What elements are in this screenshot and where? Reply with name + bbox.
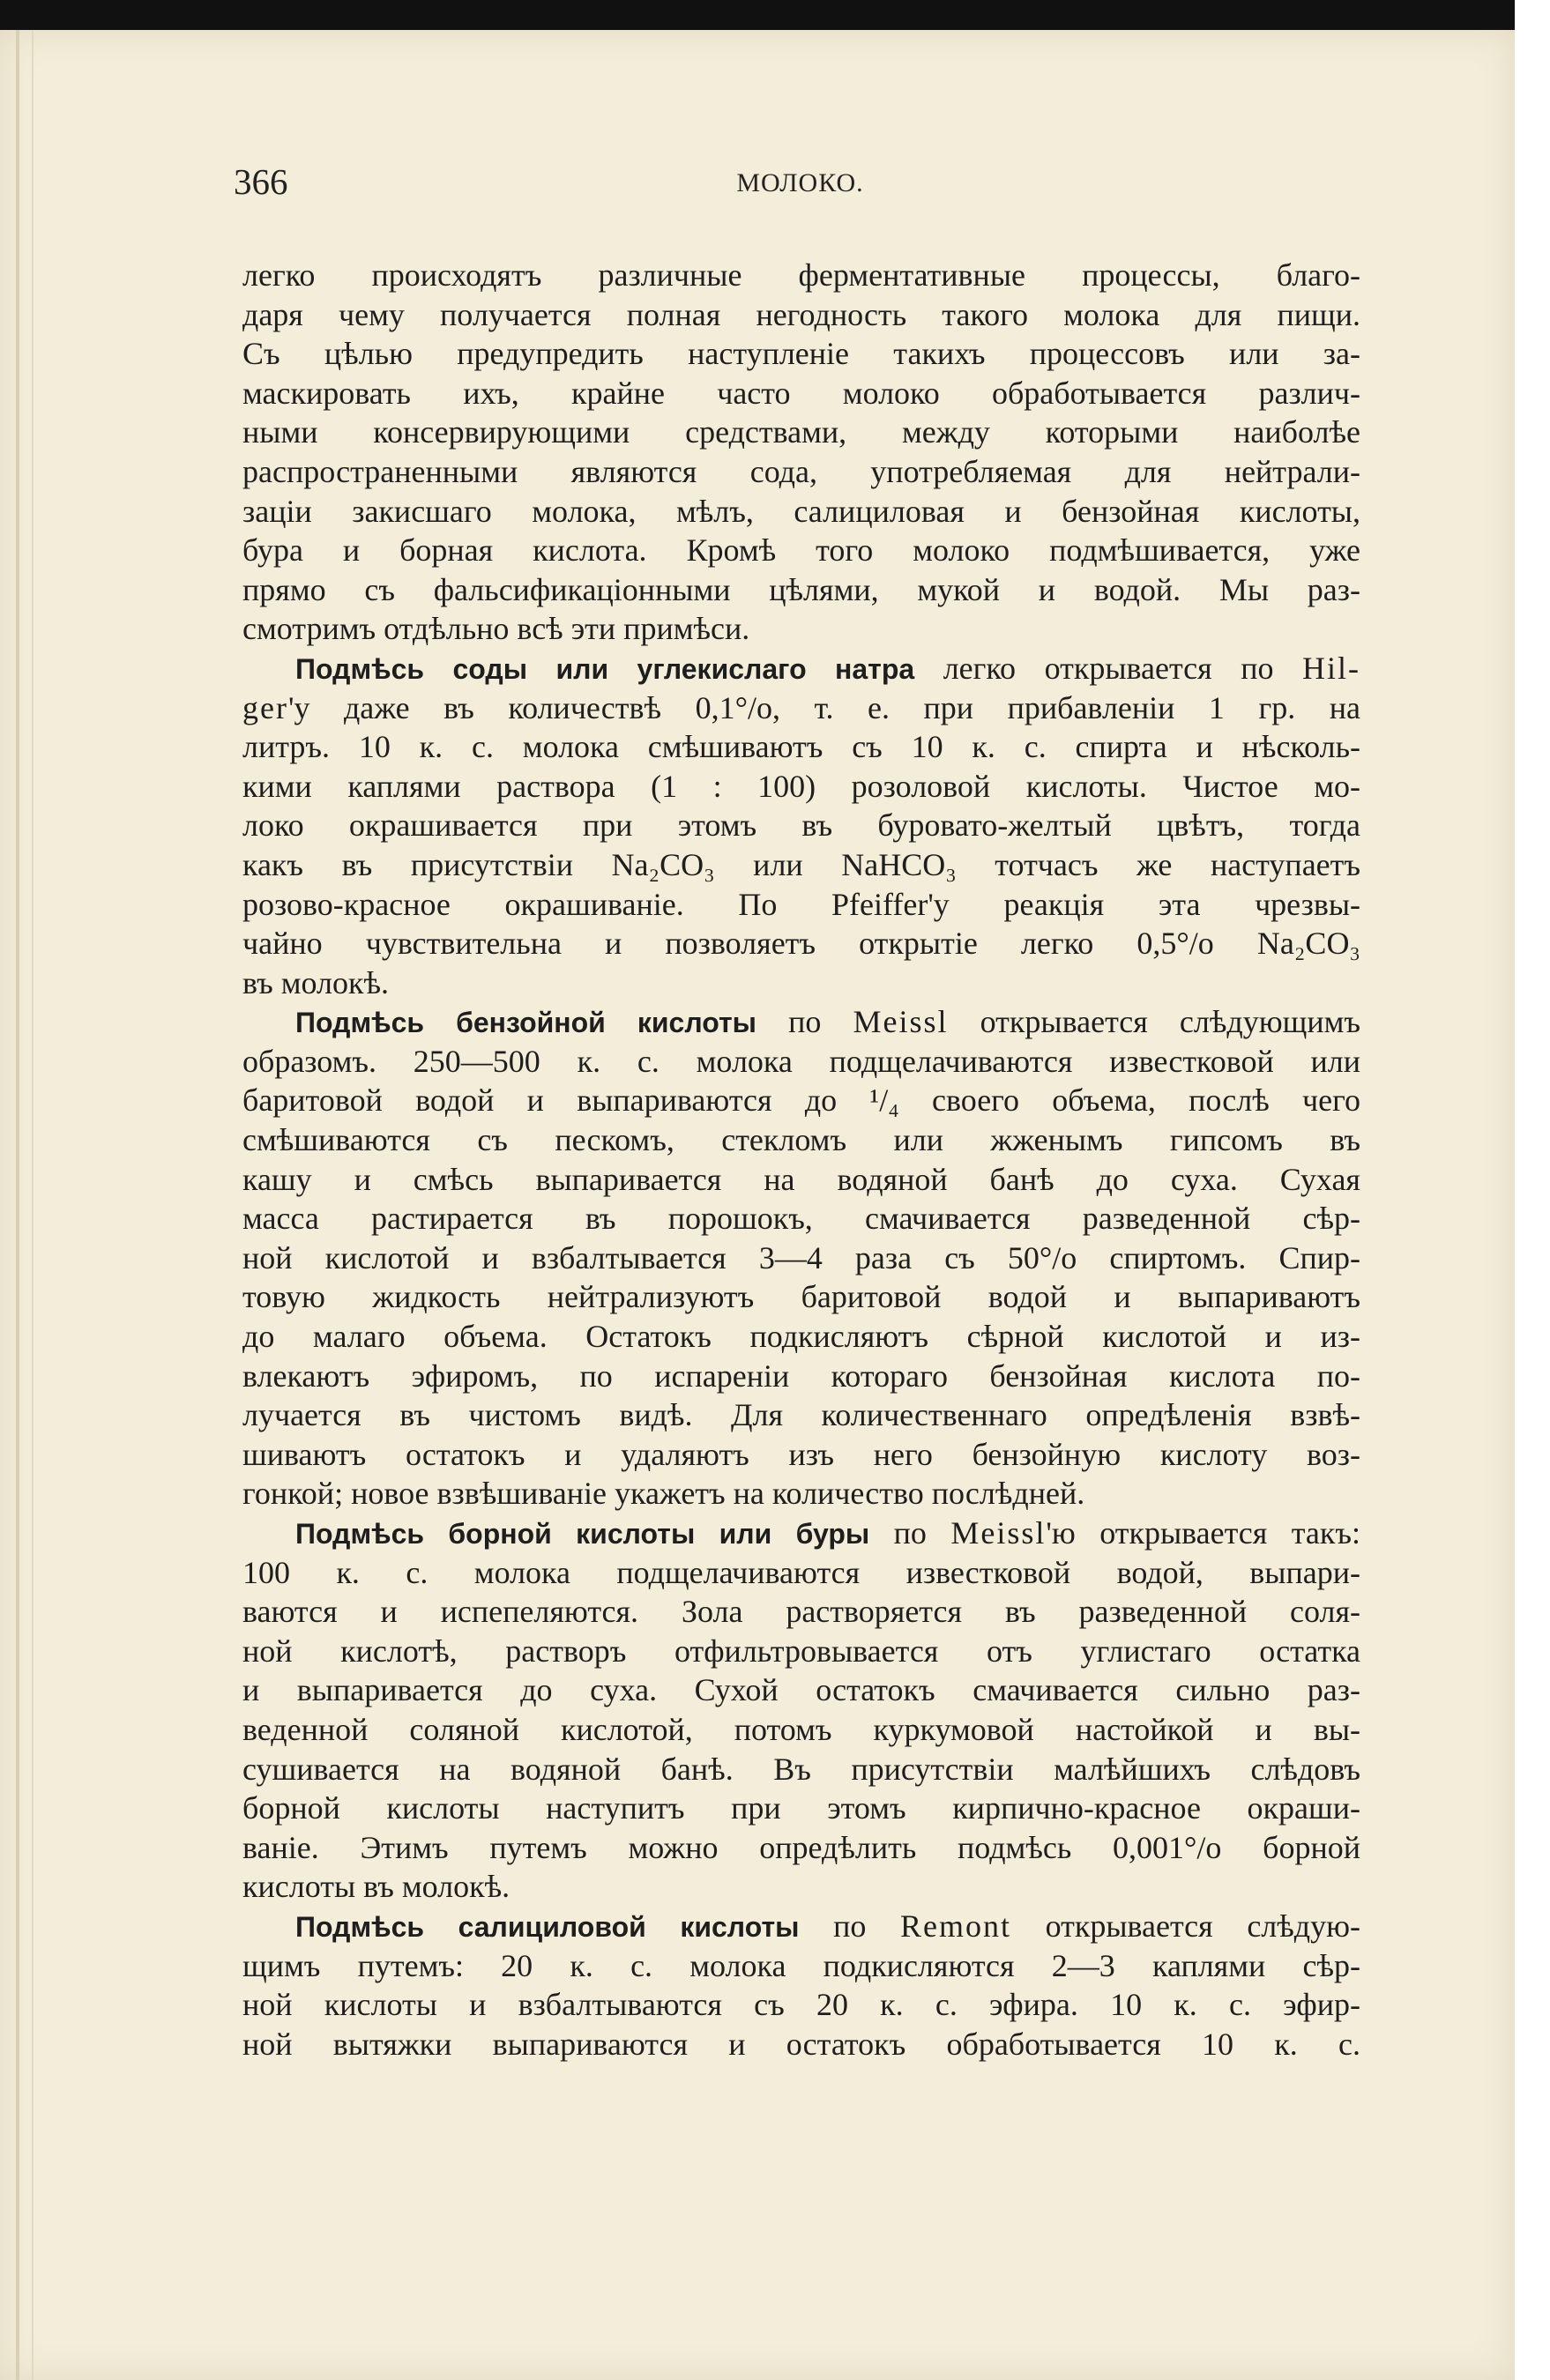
text-line: маскировать ихъ, крайне часто молоко обработывается различ-: [242, 375, 1360, 411]
section-heading: Подмѣсь салициловой кислоты: [295, 1910, 800, 1943]
text-line: веденной соляной кислотой, потомъ куркумовой настойкой и вы-: [242, 1711, 1360, 1747]
section-heading: Подмѣсь бензойной кислоты: [295, 1007, 756, 1039]
text-line: въ молокѣ.: [242, 964, 390, 1000]
text-line: ваются и испепеляются. Зола растворяется въ разведенной соля-: [242, 1594, 1360, 1630]
text-line: розово-красное окрашиваніе. По Pfeiffer'у реакція эта чрезвы-: [242, 886, 1360, 922]
text-line: ной вытяжки выпариваются и остатокъ обработывается 10 к. с.: [242, 2026, 1360, 2062]
text-run: по: [799, 1908, 900, 1944]
text-line: и выпаривается до суха. Сухой остатокъ смачивается сильно раз-: [242, 1672, 1360, 1708]
text-line: смотримъ отдѣльно всѣ эти примѣси.: [242, 611, 750, 647]
text-line: ной кислотѣ, растворъ отфильтровывается отъ углистаго остатка: [242, 1633, 1360, 1669]
text-run: легко открывается по: [914, 650, 1303, 686]
text-line: ваніе. Этимъ путемъ можно опредѣлить подмѣсь 0,001°/о борной: [242, 1829, 1360, 1865]
author-name: ger: [242, 689, 288, 725]
text-line: товую жидкость нейтрализуютъ баритовой водой и выпариваютъ: [242, 1279, 1360, 1315]
text-line: ной кислотой и взбалтывается 3—4 раза съ 50°/о спиртомъ. Спир-: [242, 1239, 1360, 1276]
page-header: [234, 160, 1367, 213]
text-line: щимъ путемъ: 20 к. с. молока подкисляются 2—3 каплями сѣр-: [242, 1947, 1360, 1983]
text-run: 'у даже въ количествѣ 0,1°/о, т. е. при прибавленіи 1 гр. на: [287, 689, 1360, 725]
text-line: распространенными являются сода, употребляемая для нейтрали-: [242, 453, 1360, 489]
text-line: смѣшиваются съ пескомъ, стекломъ или жженымъ гипсомъ въ: [242, 1122, 1360, 1158]
text-line: образомъ. 250—500 к. с. молока подщелачиваются известковой или: [242, 1043, 1360, 1079]
text-line: [242, 1514, 1360, 1553]
text-line: заціи закисшаго молока, мѣлъ, салициловая и бензойная кислоты,: [242, 493, 1360, 529]
text-line: локо окрашивается при этомъ въ буровато-желтый цвѣтъ, тогда: [242, 807, 1360, 844]
text-line: прямо съ фальсификаціонными цѣлями, мукой и водой. Мы раз-: [242, 571, 1360, 607]
text-line: [242, 688, 1360, 728]
text-line: бура и борная кислота. Кромѣ того молоко подмѣшивается, уже: [242, 532, 1360, 569]
text-line: [242, 649, 1360, 688]
text-line: даря чему получается полная негодность такого молока для пищи.: [242, 296, 1360, 332]
author-name: Meissl: [950, 1515, 1047, 1551]
text-line: легко происходятъ различные ферментативные процессы, благо-: [242, 257, 1360, 293]
text-run: по: [869, 1515, 951, 1551]
section-heading: Подмѣсь соды или углекислаго натра: [295, 652, 915, 685]
text-line: шиваютъ остатокъ и удаляютъ изъ него бензойную кислоту воз-: [242, 1436, 1360, 1472]
text-line: влекаютъ эфиромъ, по испареніи котораго бензойная кислота по-: [242, 1357, 1360, 1394]
text-run: 'ю открывается такъ:: [1046, 1515, 1360, 1551]
text-line: [242, 1907, 1360, 1946]
text-line: кими каплями раствора (1 : 100) розоловой кислоты. Чистое мо-: [242, 768, 1360, 804]
body-text: [242, 256, 1360, 2064]
text-line: до малаго объема. Остатокъ подкисляютъ сѣрной кислотой и из-: [242, 1319, 1360, 1355]
scan-right-margin: [1515, 0, 1550, 2380]
text-line: кашу и смѣсь выпаривается на водяной банѣ до суха. Сухая: [242, 1161, 1360, 1197]
text-line: баритовой водой и выпариваются до ¹/₄ своего объема, послѣ чего: [242, 1082, 1360, 1119]
text-line: чайно чувствительна и позволяетъ открытіе легко 0,5°/о Na₂CO₃: [242, 926, 1360, 962]
page-edge-shadow: [16, 30, 19, 2380]
text-line: [242, 1002, 1360, 1042]
text-line: ными консервирующими средствами, между которыми наиболѣе: [242, 414, 1360, 450]
author-name: Meissl: [853, 1004, 949, 1040]
page-edge-line: [32, 30, 34, 2380]
text-line: ной кислоты и взбалтываются съ 20 к. с. эфира. 10 к. с. эфир-: [242, 1987, 1360, 2023]
text-run: по: [756, 1004, 853, 1040]
text-run: открывается слѣдую-: [1010, 1908, 1360, 1944]
text-line: кислоты въ молокѣ.: [242, 1869, 510, 1905]
author-name: Hil-: [1302, 650, 1360, 686]
text-line: сушивается на водяной банѣ. Въ присутствіи малѣйшихъ слѣдовъ: [242, 1751, 1360, 1787]
page-number: 366: [234, 161, 288, 202]
text-line: масса растирается въ порошокъ, смачивается разведенной сѣр-: [242, 1201, 1360, 1237]
text-line: лучается въ чистомъ видѣ. Для количественнаго опредѣленія взвѣ-: [242, 1397, 1360, 1433]
text-run: открывается слѣдующимъ: [948, 1004, 1360, 1040]
text-line: какъ въ присутствіи Na₂CO₃ или NaHCO₃ тотчасъ же наступаетъ: [242, 846, 1360, 882]
text-line: литръ. 10 к. с. молока смѣшиваютъ съ 10 к. с. спирта и нѣсколь-: [242, 729, 1360, 765]
author-name: Remont: [899, 1908, 1011, 1944]
section-heading: Подмѣсь борной кислоты или буры: [295, 1518, 870, 1550]
text-line: 100 к. с. молока подщелачиваются известковой водой, выпари-: [242, 1554, 1360, 1590]
text-line: гонкой; новое взвѣшиваніе укажетъ на количество послѣдней.: [242, 1476, 1085, 1512]
running-title: МОЛОКО.: [736, 168, 864, 197]
text-line: борной кислоты наступитъ при этомъ кирпично-красное окраши-: [242, 1790, 1360, 1826]
text-line: Съ цѣлью предупредить наступленіе такихъ процессовъ или за-: [242, 336, 1360, 372]
